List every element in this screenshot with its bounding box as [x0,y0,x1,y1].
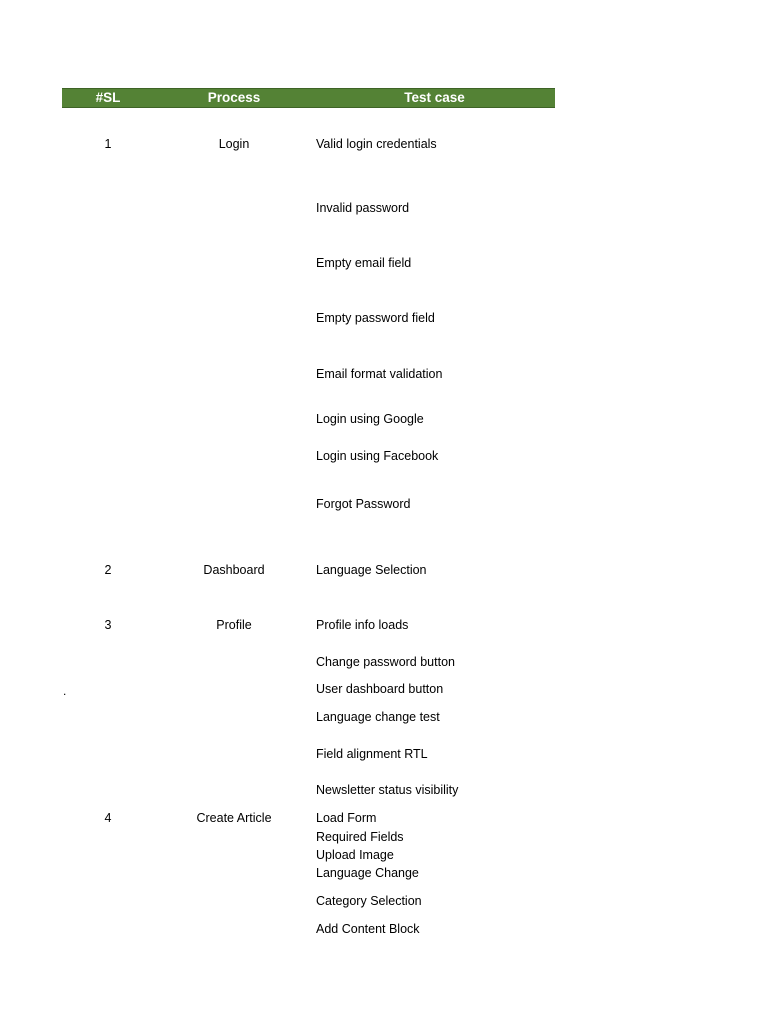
test-case: Invalid password [316,201,410,215]
test-case: Load Form [316,811,377,825]
test-case: Login using Facebook [316,449,439,463]
table-header [62,88,555,108]
stray-dot-mark: . [63,684,67,698]
row-1-process: Login [218,137,250,151]
test-case: Empty password field [316,311,435,325]
test-case: Forgot Password [316,497,411,511]
row-4-process: Create Article [196,811,272,825]
test-case: Language Change [316,866,419,880]
test-case: Change password button [316,655,455,669]
test-case: Required Fields [316,830,404,844]
row-2-process: Dashboard [203,563,265,577]
test-case: Add Content Block [316,922,420,936]
row-1-sl: 1 [104,137,112,151]
test-case: Login using Google [316,412,424,426]
test-case: Category Selection [316,894,422,908]
header-process: Process [207,90,261,105]
test-case: Empty email field [316,256,412,270]
row-3-process: Profile [216,618,252,632]
header-test-case: Test case [404,90,465,105]
test-case: Language change test [316,710,440,724]
row-3-sl: 3 [104,618,112,632]
test-case: Language Selection [316,563,427,577]
test-case: Profile info loads [316,618,409,632]
test-case: Email format validation [316,367,443,381]
test-case: Upload Image [316,848,394,862]
row-4-sl: 4 [104,811,112,825]
test-case: Newsletter status visibility [316,783,459,797]
test-case: Valid login credentials [316,137,437,151]
header-sl: #SL [95,90,121,105]
test-case: Field alignment RTL [316,747,428,761]
row-2-sl: 2 [104,563,112,577]
test-case: User dashboard button [316,682,444,696]
